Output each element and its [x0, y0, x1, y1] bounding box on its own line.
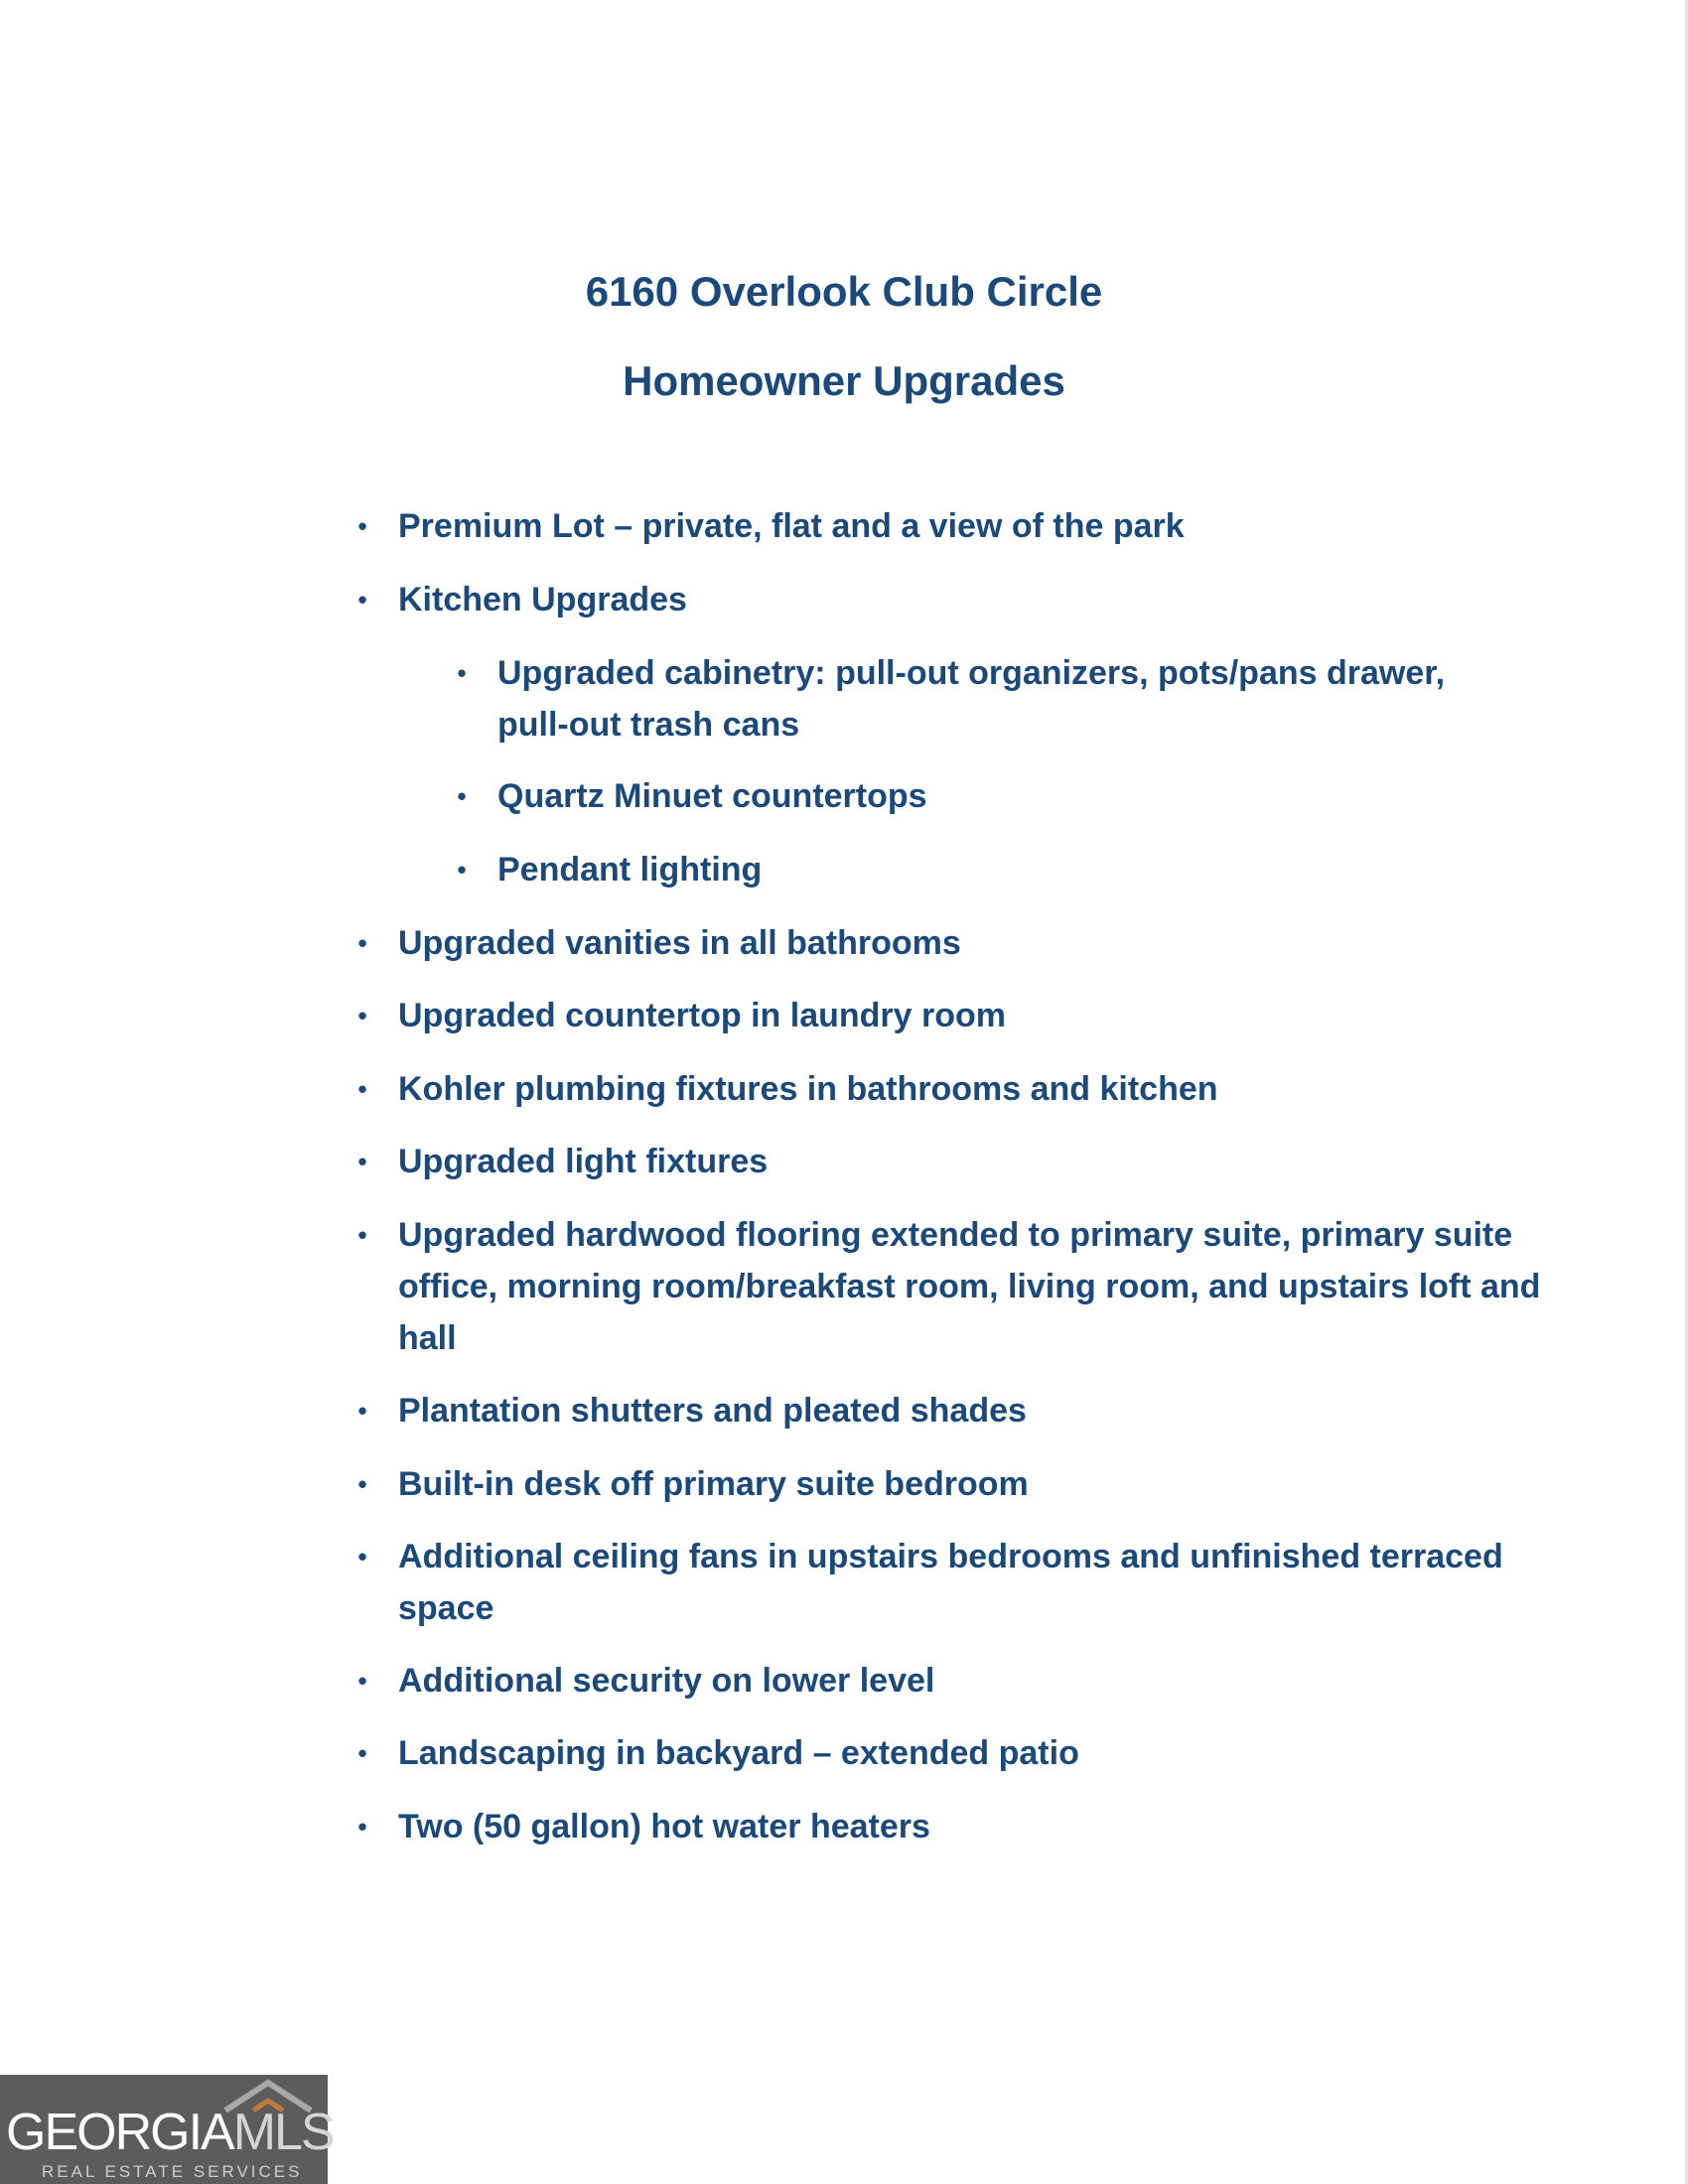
bullet-icon: •	[457, 781, 467, 811]
sub-list-item	[447, 844, 1490, 895]
logo-wordmark	[6, 2103, 334, 2162]
bullet-icon: •	[357, 1220, 367, 1250]
bullet-icon: •	[357, 1542, 367, 1571]
list-item	[348, 990, 1550, 1041]
bullet-icon: •	[357, 1738, 367, 1768]
bullet-icon: •	[357, 1666, 367, 1696]
bullet-icon: •	[357, 1396, 367, 1426]
logo-brand-main: GEORGIA	[6, 2104, 233, 2161]
list-item	[348, 1727, 1550, 1779]
sub-list-item	[447, 770, 1490, 822]
list-item-text: Two (50 gallon) hot water heaters	[398, 1808, 930, 1845]
bullet-icon: •	[357, 1812, 367, 1842]
bullet-icon: •	[357, 1001, 367, 1030]
bullet-icon: •	[357, 511, 367, 541]
list-item	[348, 917, 1550, 969]
list-item	[348, 574, 1550, 625]
logo-brand-accent: MLS	[232, 2104, 334, 2161]
sub-list-item-text: Upgraded cabinetry: pull-out organizers, pots/pans drawer, pull-out trash cans	[497, 654, 1446, 744]
list-item-text: Upgraded countertop in laundry room	[398, 997, 1007, 1034]
list-item-text: Upgraded hardwood flooring extended to primary suite, primary suite office, morning room/breakfast room, living room, and upstairs loft and hall	[398, 1216, 1541, 1357]
list-item-text: Additional security on lower level	[398, 1662, 935, 1700]
bullet-icon: •	[357, 1074, 367, 1104]
list-item-text: Upgraded vanities in all bathrooms	[398, 924, 961, 962]
list-item	[348, 1458, 1550, 1510]
list-item-text: Premium Lot – private, flat and a view of the park	[398, 507, 1185, 545]
list-item	[348, 1136, 1550, 1187]
bullet-icon: •	[357, 585, 367, 614]
logo-tagline: REAL ESTATE SERVICES	[42, 2162, 303, 2181]
list-item	[348, 1209, 1550, 1364]
sub-list-item-text: Quartz Minuet countertops	[497, 777, 927, 815]
georgia-mls-logo	[0, 2075, 334, 2184]
list-item-text: Built-in desk off primary suite bedroom	[398, 1465, 1029, 1503]
page-subtitle: Homeowner Upgrades	[623, 357, 1065, 404]
list-item-text: Upgraded light fixtures	[398, 1143, 769, 1180]
bullet-icon: •	[357, 1147, 367, 1176]
list-item-text: Landscaping in backyard – extended patio	[398, 1734, 1079, 1772]
list-item-text: Kitchen Upgrades	[398, 581, 687, 618]
list-item-text: Plantation shutters and pleated shades	[398, 1392, 1027, 1430]
list-item	[348, 1385, 1550, 1436]
list-item-text: Additional ceiling fans in upstairs bedrooms and unfinished terraced space	[398, 1538, 1503, 1627]
list-item	[348, 500, 1550, 552]
page-title: 6160 Overlook Club Circle	[585, 268, 1103, 315]
bullet-icon: •	[457, 855, 467, 885]
list-item	[348, 1655, 1550, 1706]
bullet-icon: •	[357, 1469, 367, 1499]
bullet-icon: •	[457, 658, 467, 688]
sub-list-item-text: Pendant lighting	[497, 851, 763, 888]
list-item	[348, 1063, 1550, 1115]
list-item	[348, 1801, 1550, 1852]
sub-list-item	[447, 647, 1490, 751]
list-item	[348, 1531, 1550, 1634]
list-item-text: Kohler plumbing fixtures in bathrooms and kitchen	[398, 1070, 1218, 1108]
bullet-icon: •	[357, 928, 367, 958]
